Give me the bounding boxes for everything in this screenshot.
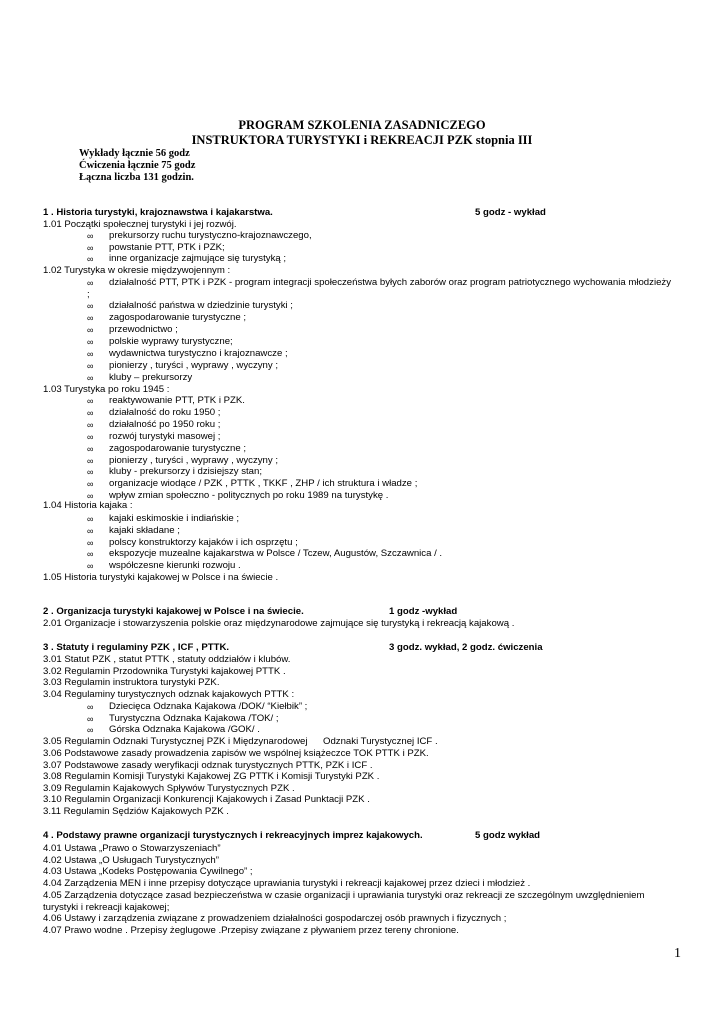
text-line: 3.10 Regulamin Organizacji Konkurencji Kajakowych i Zasad Punktacji PZK .	[43, 794, 370, 806]
text-line: 4.07 Prawo wodne . Przepisy żeglugowe .Przepisy związane z pływaniem przez tereny chronione.	[43, 924, 459, 936]
text-line: 3.06 Podstawowe zasady prowadzenia zapisów we wspólnej książeczce TOK PTTK i PZK.	[43, 748, 429, 759]
list-item: działalność PTT, PTK i PZK - program integracji społeczeństwa byłych zaborów oraz program patriotycznego wychowania młodzieży	[109, 277, 672, 288]
list-item: polscy konstruktorzy kajaków i ich osprzętu ;	[109, 536, 298, 548]
bullet-icon: ∞	[87, 373, 94, 383]
section-1-03: 1.03 Turystyka po roku 1945 :	[43, 384, 170, 395]
bullet-icon: ∞	[87, 431, 94, 442]
text-line: turystyki i rekreacji kajakowej;	[43, 901, 170, 913]
bullet-icon: ∞	[87, 278, 94, 288]
list-item: Górska Odznaka Kajakowa /GOK/ .	[109, 724, 260, 736]
section-1-02: 1.02 Turystyka w okresie międzywojennym :	[43, 265, 231, 276]
list-item: wpływ zmian społeczno - politycznych po roku 1989 na turystykę .	[109, 490, 389, 502]
bullet-icon: ∞	[87, 407, 94, 418]
bullet-icon: ∞	[87, 396, 94, 406]
section-4-hours: 5 godz wykład	[475, 830, 541, 841]
list-item: współczesne kierunki rozwoju .	[109, 560, 241, 572]
bullet-icon: ∞	[87, 467, 94, 478]
bullet-icon: ∞	[87, 713, 94, 724]
list-item: Dziecięca Odznaka Kajakowa /DOK/ “Kiełbik” ;	[109, 701, 308, 712]
bullet-icon: ∞	[87, 525, 94, 536]
text-line: 4.04 Zarządzenia MEN i inne przepisy dotyczące uprawiania turystyki i rekreacji kajakowej przez dzieci i młodzież .	[43, 878, 531, 890]
bullet-icon: ∞	[87, 242, 94, 253]
list-item: prekursorzy ruchu turystyczno-krajoznawczego,	[109, 230, 312, 241]
text-line: 4.06 Ustawy i zarządzenia związane z prowadzeniem działalności gospodarczej osób prawnych i fizycznych ;	[43, 913, 507, 925]
bullet-icon: ∞	[87, 491, 94, 502]
list-item: ekspozycje muzealne kajakarstwa w Polsce / Tczew, Augustów, Szczawnica / .	[109, 548, 443, 560]
list-item: inne organizacje zajmujące się turystyką ;	[109, 253, 287, 265]
section-2-heading: 2 . Organizacja turystyki kajakowej w Polsce i na świecie.	[43, 606, 304, 617]
bullet-icon: ∞	[87, 702, 94, 712]
summary-lectures: Wykłady łącznie 56 godz	[79, 148, 190, 159]
list-item: kluby - prekursorzy i dzisiejszy stan;	[109, 466, 263, 478]
list-item-continuation: ;	[87, 289, 90, 300]
summary-total: Łączna liczba 131 godzin.	[79, 172, 194, 183]
text-line: 4.02 Ustawa „O Usługach Turystycznych”	[43, 854, 219, 866]
text-line: 3.03 Regulamin instruktora turystyki PZK.	[43, 677, 220, 688]
section-2-hours: 1 godz -wykład	[389, 606, 458, 617]
text-line: 3.02 Regulamin Przodownika Turystyki kajakowej PTTK .	[43, 665, 286, 677]
section-4-heading: 4 . Podstawy prawne organizacji turystycznych i rekreacyjnych imprez kajakowych.	[43, 830, 423, 841]
list-item: organizacje wiodące / PZK , PTTK , TKKF , ZHP / ich struktura i władze ;	[109, 478, 418, 490]
summary-exercises: Ćwiczenia łącznie 75 godz	[79, 160, 196, 171]
section-1-04: 1.04 Historia kajaka :	[43, 500, 133, 511]
bullet-icon: ∞	[87, 537, 94, 548]
bullet-icon: ∞	[87, 479, 94, 490]
bullet-icon: ∞	[87, 337, 94, 347]
section-3-heading: 3 . Statuty i regulaminy PZK , ICF , PTTK.	[43, 642, 230, 653]
list-item: kajaki składane ;	[109, 524, 180, 536]
bullet-icon: ∞	[87, 443, 94, 454]
section-1-heading: 1 . Historia turystyki, krajoznawstwa i kajakarstwa.	[43, 207, 273, 218]
text-line: 3.04 Regulaminy turystycznych odznak kajakowych PTTK :	[43, 688, 295, 700]
bullet-icon: ∞	[87, 313, 94, 323]
bullet-icon: ∞	[87, 549, 94, 560]
text-line: 3.08 Regulamin Komisji Turystyki Kajakowej ZG PTTK i Komisji Turystyki PZK .	[43, 771, 380, 783]
list-item: reaktywowanie PTT, PTK i PZK.	[109, 395, 245, 406]
text-line: 3.11 Regulamin Sędziów Kajakowych PZK .	[43, 806, 229, 817]
list-item: zagospodarowanie turystyczne ;	[109, 442, 247, 454]
bullet-icon: ∞	[87, 455, 94, 466]
section-3-hours: 3 godz. wykład, 2 godz. ćwiczenia	[389, 642, 543, 653]
text-line: 4.01 Ustawa „Prawo o Stowarzyszeniach”	[43, 843, 221, 854]
list-item: Turystyczna Odznaka Kajakowa /TOK/ ;	[109, 712, 279, 724]
bullet-icon: ∞	[87, 561, 94, 572]
bullet-icon: ∞	[87, 301, 94, 311]
list-item: rozwój turystyki masowej ;	[109, 430, 221, 442]
list-item: kajaki eskimoskie i indiańskie ;	[109, 513, 240, 524]
section-1-05: 1.05 Historia turystyki kajakowej w Polsce i na świecie .	[43, 572, 279, 583]
text-line: 4.03 Ustawa „Kodeks Postępowania Cywilnego” ;	[43, 866, 253, 878]
list-item: przewodnictwo ;	[109, 324, 178, 335]
document-title-line2: INSTRUKTORA TURYSTYKI i REKREACJI PZK stopnia III	[191, 133, 533, 147]
bullet-icon: ∞	[87, 349, 94, 359]
list-item: działalność państwa w dziedzinie turystyki ;	[109, 300, 293, 311]
list-item: wydawnictwa turystyczno i krajoznawcze ;	[109, 348, 288, 359]
list-item: powstanie PTT, PTK i PZK;	[109, 241, 225, 253]
section-3-05a: 3.05 Regulamin Odznaki Turystycznej PZK i Międzynarodowej	[43, 736, 308, 747]
list-item: działalność do roku 1950 ;	[109, 406, 221, 418]
section-2-01: 2.01 Organizacje i stowarzyszenia polskie oraz międzynarodowe zajmujące się turystyką i rekreacją kajakową .	[43, 618, 515, 629]
document-title-line1: PROGRAM SZKOLENIA ZASADNICZEGO	[238, 118, 486, 132]
page-number: 1	[674, 946, 681, 961]
bullet-icon: ∞	[87, 231, 94, 241]
section-1-hours: 5 godz - wykład	[475, 207, 546, 218]
text-line: 3.01 Statut PZK , statut PTTK , statuty oddziałów i klubów.	[43, 654, 291, 665]
text-line: 4.05 Zarządzenia dotyczące zasad bezpieczeństwa w czasie organizacji i uprawiania turystyki oraz rekreacji ze szczególnym uwzględnieniem	[43, 889, 645, 901]
text-line: 3.07 Podstawowe zasady weryfikacji odznak turystycznych PTTK, PZK i ICF .	[43, 759, 373, 771]
bullet-icon: ∞	[87, 514, 94, 524]
text-line: 3.09 Regulamin Kajakowych Spływów Turystycznych PZK .	[43, 782, 295, 794]
bullet-icon: ∞	[87, 419, 94, 430]
list-item: zagospodarowanie turystyczne ;	[109, 312, 247, 323]
list-item: polskie wyprawy turystyczne;	[109, 336, 233, 347]
list-item: kluby – prekursorzy	[109, 372, 193, 383]
bullet-icon: ∞	[87, 361, 94, 371]
bullet-icon: ∞	[87, 254, 94, 265]
bullet-icon: ∞	[87, 725, 94, 736]
list-item: pionierzy , turyści , wyprawy , wyczyny ;	[109, 360, 278, 371]
bullet-icon: ∞	[87, 325, 94, 335]
section-3-05b: Odznaki Turystycznej ICF .	[323, 736, 438, 747]
section-1-01: 1.01 Początki społecznej turystyki i jej rozwój.	[43, 219, 237, 230]
list-item: pionierzy , turyści , wyprawy , wyczyny ;	[109, 454, 278, 466]
list-item: działalność po 1950 roku ;	[109, 418, 221, 430]
